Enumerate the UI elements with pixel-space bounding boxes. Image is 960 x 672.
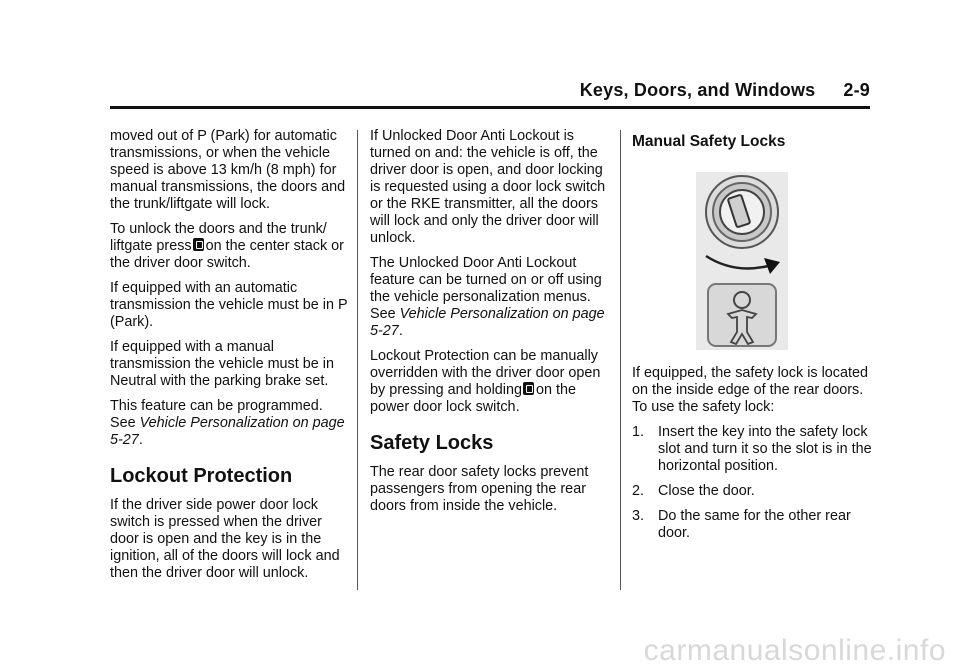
section-heading: Safety Locks — [370, 432, 494, 454]
cross-reference: Vehicle Personalization on page 5-27 — [370, 306, 605, 339]
paragraph: If the driver side power door lock switch is pressed when the driver door is open and the key is in the ignition, all of the doors will lock and then the driver door will unlock. — [110, 497, 340, 581]
steps-list — [632, 424, 872, 542]
unlock-key-icon — [193, 238, 204, 251]
cross-reference: Vehicle Personalization on page 5-27 — [110, 415, 345, 448]
paragraph: moved out of P (Park) for automatic transmissions, or when the vehicle speed is above 13 km/h (8 mph) for manual transmissions, the doors and the trunk/liftgate will lock. — [110, 128, 346, 212]
watermark: carmanualsonline.info — [643, 634, 946, 667]
paragraph: The rear door safety locks prevent passengers from opening the rear doors from inside the vehicle. — [370, 464, 589, 514]
header-rule — [110, 106, 870, 109]
list-item: 3. Do the same for the other rear door. — [632, 508, 851, 541]
column-divider — [620, 130, 621, 590]
paragraph: If equipped with a manual transmission the vehicle must be in Neutral with the parking brake set. — [110, 339, 334, 389]
list-item: 1. Insert the key into the safety lock slot and turn it so the slot is in the horizontal position. — [632, 424, 872, 474]
column-left — [110, 128, 350, 590]
subsection-heading: Manual Safety Locks — [632, 133, 786, 150]
paragraph: This feature can be programmed. See Vehicle Personalization on page 5-27. — [110, 398, 345, 448]
section-heading: Lockout Protection — [110, 465, 293, 487]
paragraph: If equipped with an automatic transmission the vehicle must be in P (Park). — [110, 280, 348, 330]
section-title: Keys, Doors, and Windows — [579, 80, 816, 100]
paragraph: If Unlocked Door Anti Lockout is turned on and: the vehicle is off, the driver door is open, and door locking is requested using a door lock switch or the RKE transmitter, all the doors will lock and only the driver door will unlock. — [370, 128, 606, 246]
column-divider — [357, 130, 358, 590]
list-item: 2. Close the door. — [632, 483, 755, 499]
paragraph: If equipped, the safety lock is located on the inside edge of the rear doors. To use the safety lock: — [632, 365, 868, 415]
paragraph: The Unlocked Door Anti Lockout feature can be turned on or off using the vehicle personalization menus. See Vehicle Personalization on page 5-27. — [370, 255, 605, 339]
child-safety-lock-icon — [694, 172, 790, 350]
page-header — [110, 80, 870, 101]
column-middle — [370, 128, 610, 523]
lock-key-icon — [523, 382, 534, 395]
page-number: 2-9 — [843, 80, 870, 100]
paragraph: Lockout Protection can be manually overridden with the driver door open by pressing and holding on the power door lock switch. — [370, 348, 601, 415]
paragraph: To unlock the doors and the trunk/ liftgate press on the center stack or the driver door switch. — [110, 221, 344, 271]
